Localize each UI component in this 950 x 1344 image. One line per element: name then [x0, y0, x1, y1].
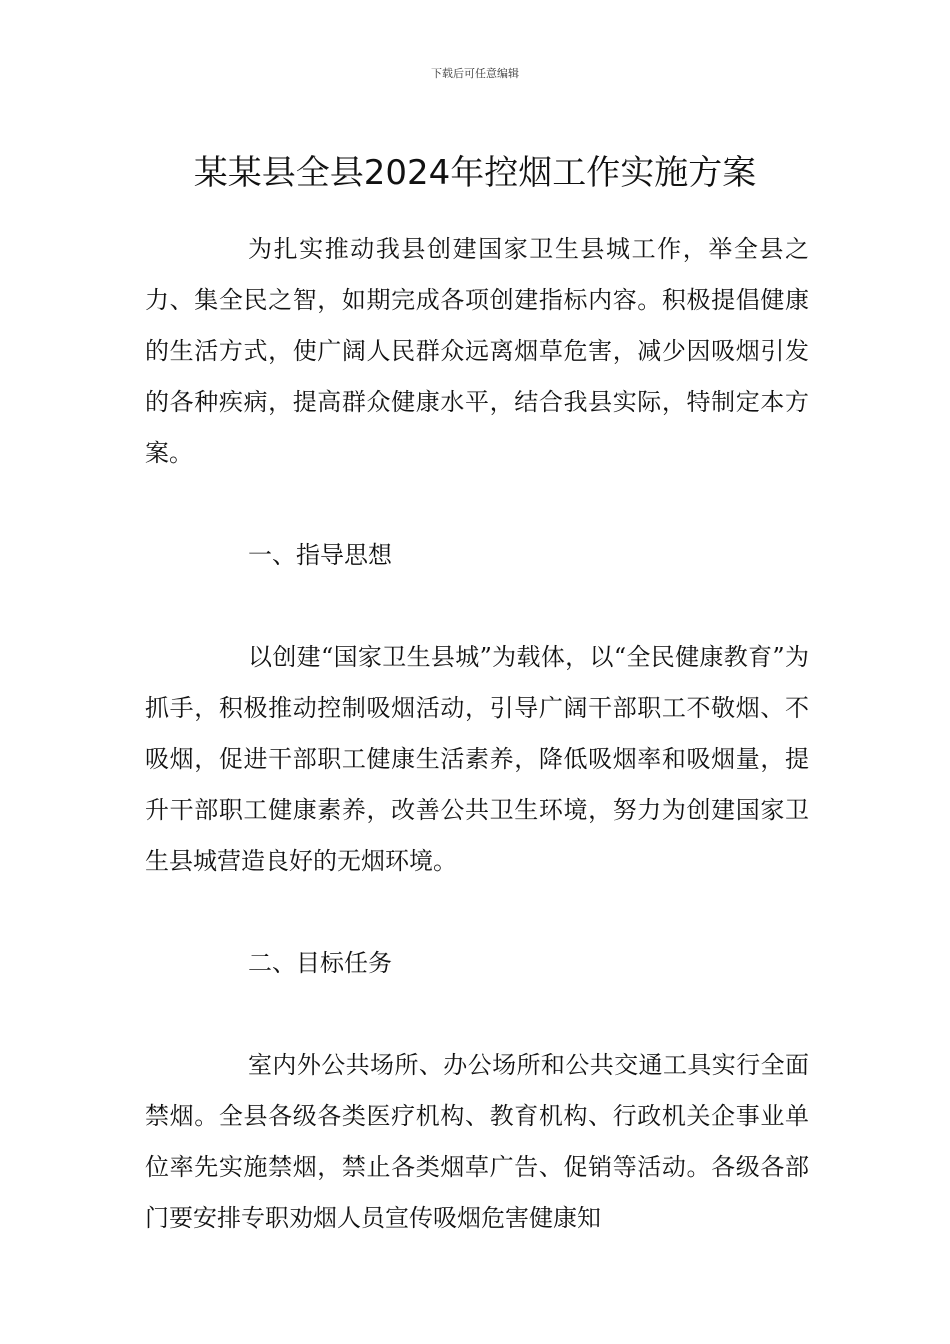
section-body-guiding-ideology: 以创建“国家卫生县城”为载体，以“全民健康教育”为抓手，积极推动控制吸烟活动，引导广阔干部职工不敬烟、不吸烟，促进干部职工健康生活素养，降低吸烟率和吸烟量，提升干部职工健康素养，改善公共卫生环境，努力为创建国家卫生县城营造良好的无烟环境。: [145, 643, 809, 875]
document-title: 某某县全县2024年控烟工作实施方案: [193, 152, 757, 193]
section-body-goals-tasks: 室内外公共场所、办公场所和公共交通工具实行全面禁烟。全县各级各类医疗机构、教育机构、行政机关企事业单位率先实施禁烟，禁止各类烟草广告、促销等活动。各级各部门要安排专职劝烟人员宣传吸烟危害健康知: [145, 1051, 809, 1232]
document-body: [145, 224, 809, 1244]
section-heading-guiding-ideology: 一、指导思想: [248, 541, 392, 569]
section-heading-goals-tasks: 二、目标任务: [248, 949, 392, 977]
spacer: [145, 581, 809, 632]
spacer: [145, 989, 809, 1040]
intro-paragraph: 为扎实推动我县创建国家卫生县城工作，举全县之力、集全民之智，如期完成各项创建指标内容。积极提倡健康的生活方式，使广阔人民群众远离烟草危害，减少因吸烟引发的各种疾病，提高群众健康水平，结合我县实际，特制定本方案。: [145, 235, 809, 467]
header-note: 下载后可任意编辑: [431, 67, 519, 80]
spacer: [145, 887, 809, 938]
spacer: [145, 479, 809, 530]
